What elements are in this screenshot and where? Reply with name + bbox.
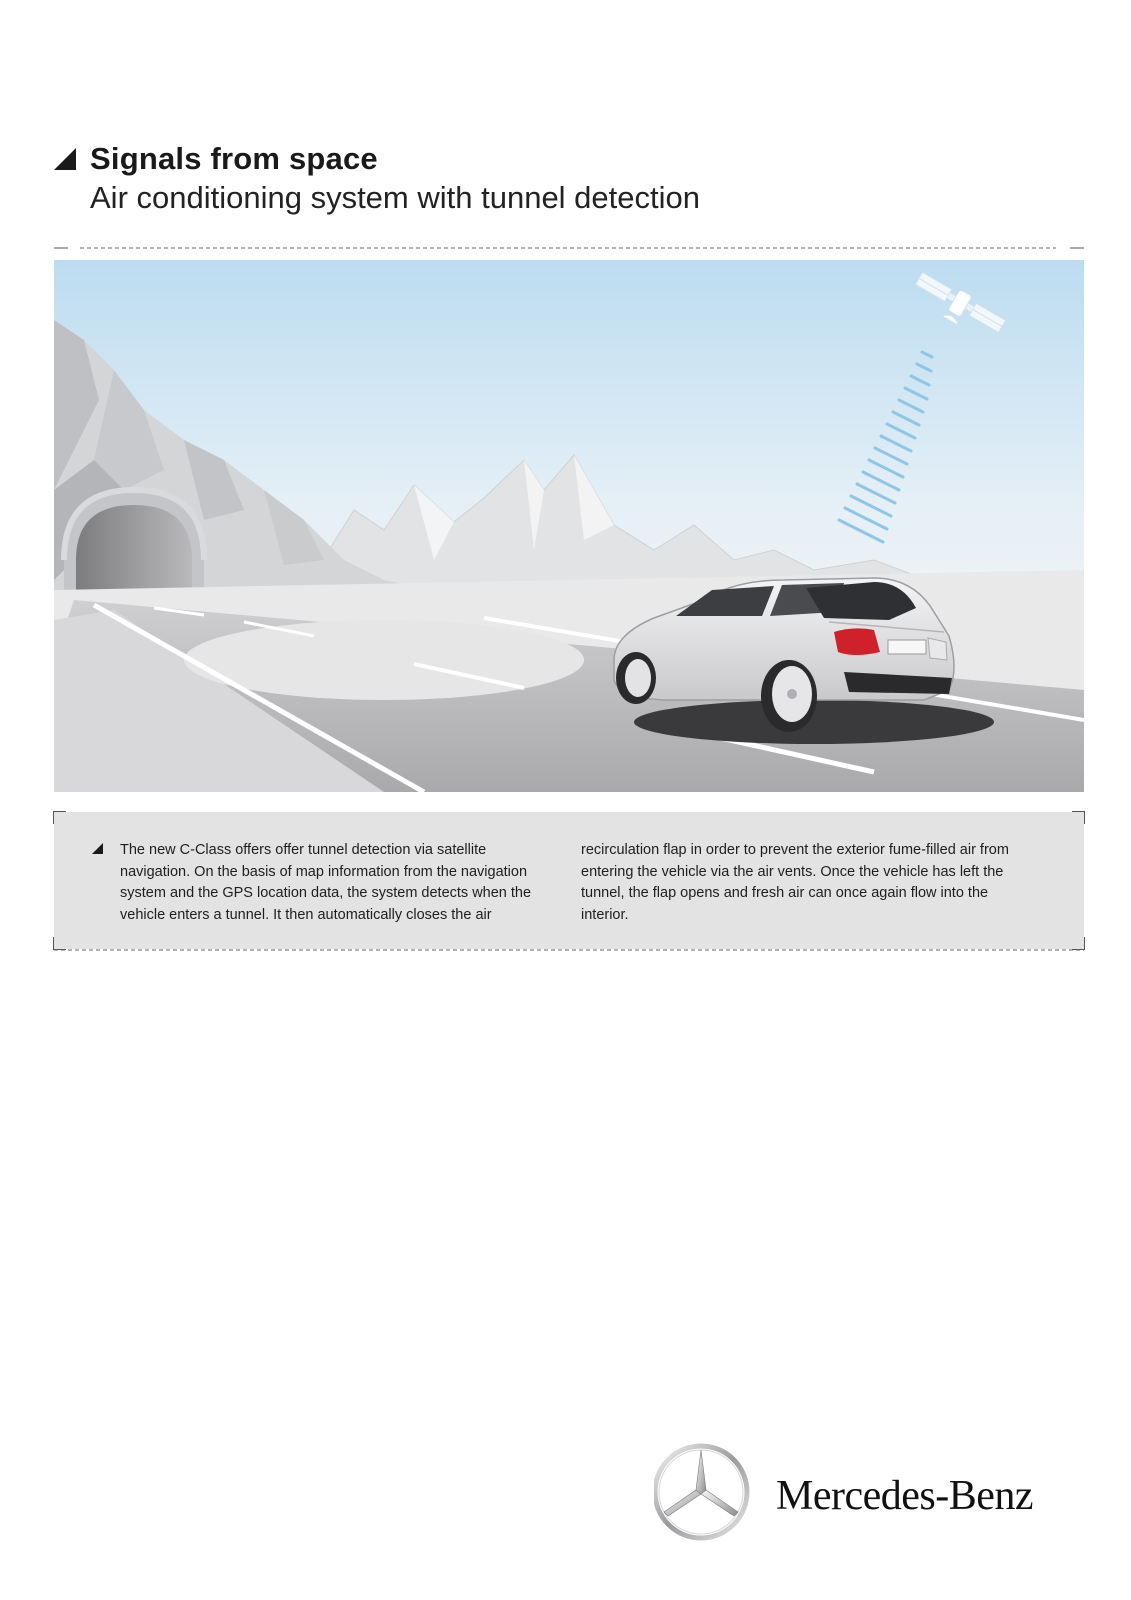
description-column-left: The new C-Class offers offer tunnel detection via satellite navigation. On the basis of map information from the navigation system and the GPS location data, the system detects when the vehicle enters a tunnel. It then automatically closes the air: [120, 842, 532, 923]
frame-corner: [1072, 811, 1085, 824]
triangle-marker-icon: [54, 148, 76, 170]
description-column-right: recirculation flap in order to prevent the exterior fume-filled air from entering the vehicle via the air vents. Once the vehicle has left the tunnel, the flap opens and fresh air can once again flow into the interior.: [581, 842, 1009, 923]
page-subtitle: Air conditioning system with tunnel detection: [90, 180, 700, 215]
divider-bottom: [54, 949, 1084, 951]
description-box: [54, 812, 1084, 949]
tunnel-detection-illustration: [54, 260, 1084, 792]
triangle-marker-icon: [92, 843, 103, 854]
divider-top: [54, 247, 1084, 249]
page-title: Signals from space: [90, 141, 378, 176]
title-row: [54, 140, 1084, 178]
three-pointed-star-icon: [654, 1440, 774, 1550]
brand-wordmark: Mercedes-Benz: [776, 1473, 1034, 1519]
page-header: [54, 140, 1084, 218]
frame-corner: [53, 811, 66, 824]
